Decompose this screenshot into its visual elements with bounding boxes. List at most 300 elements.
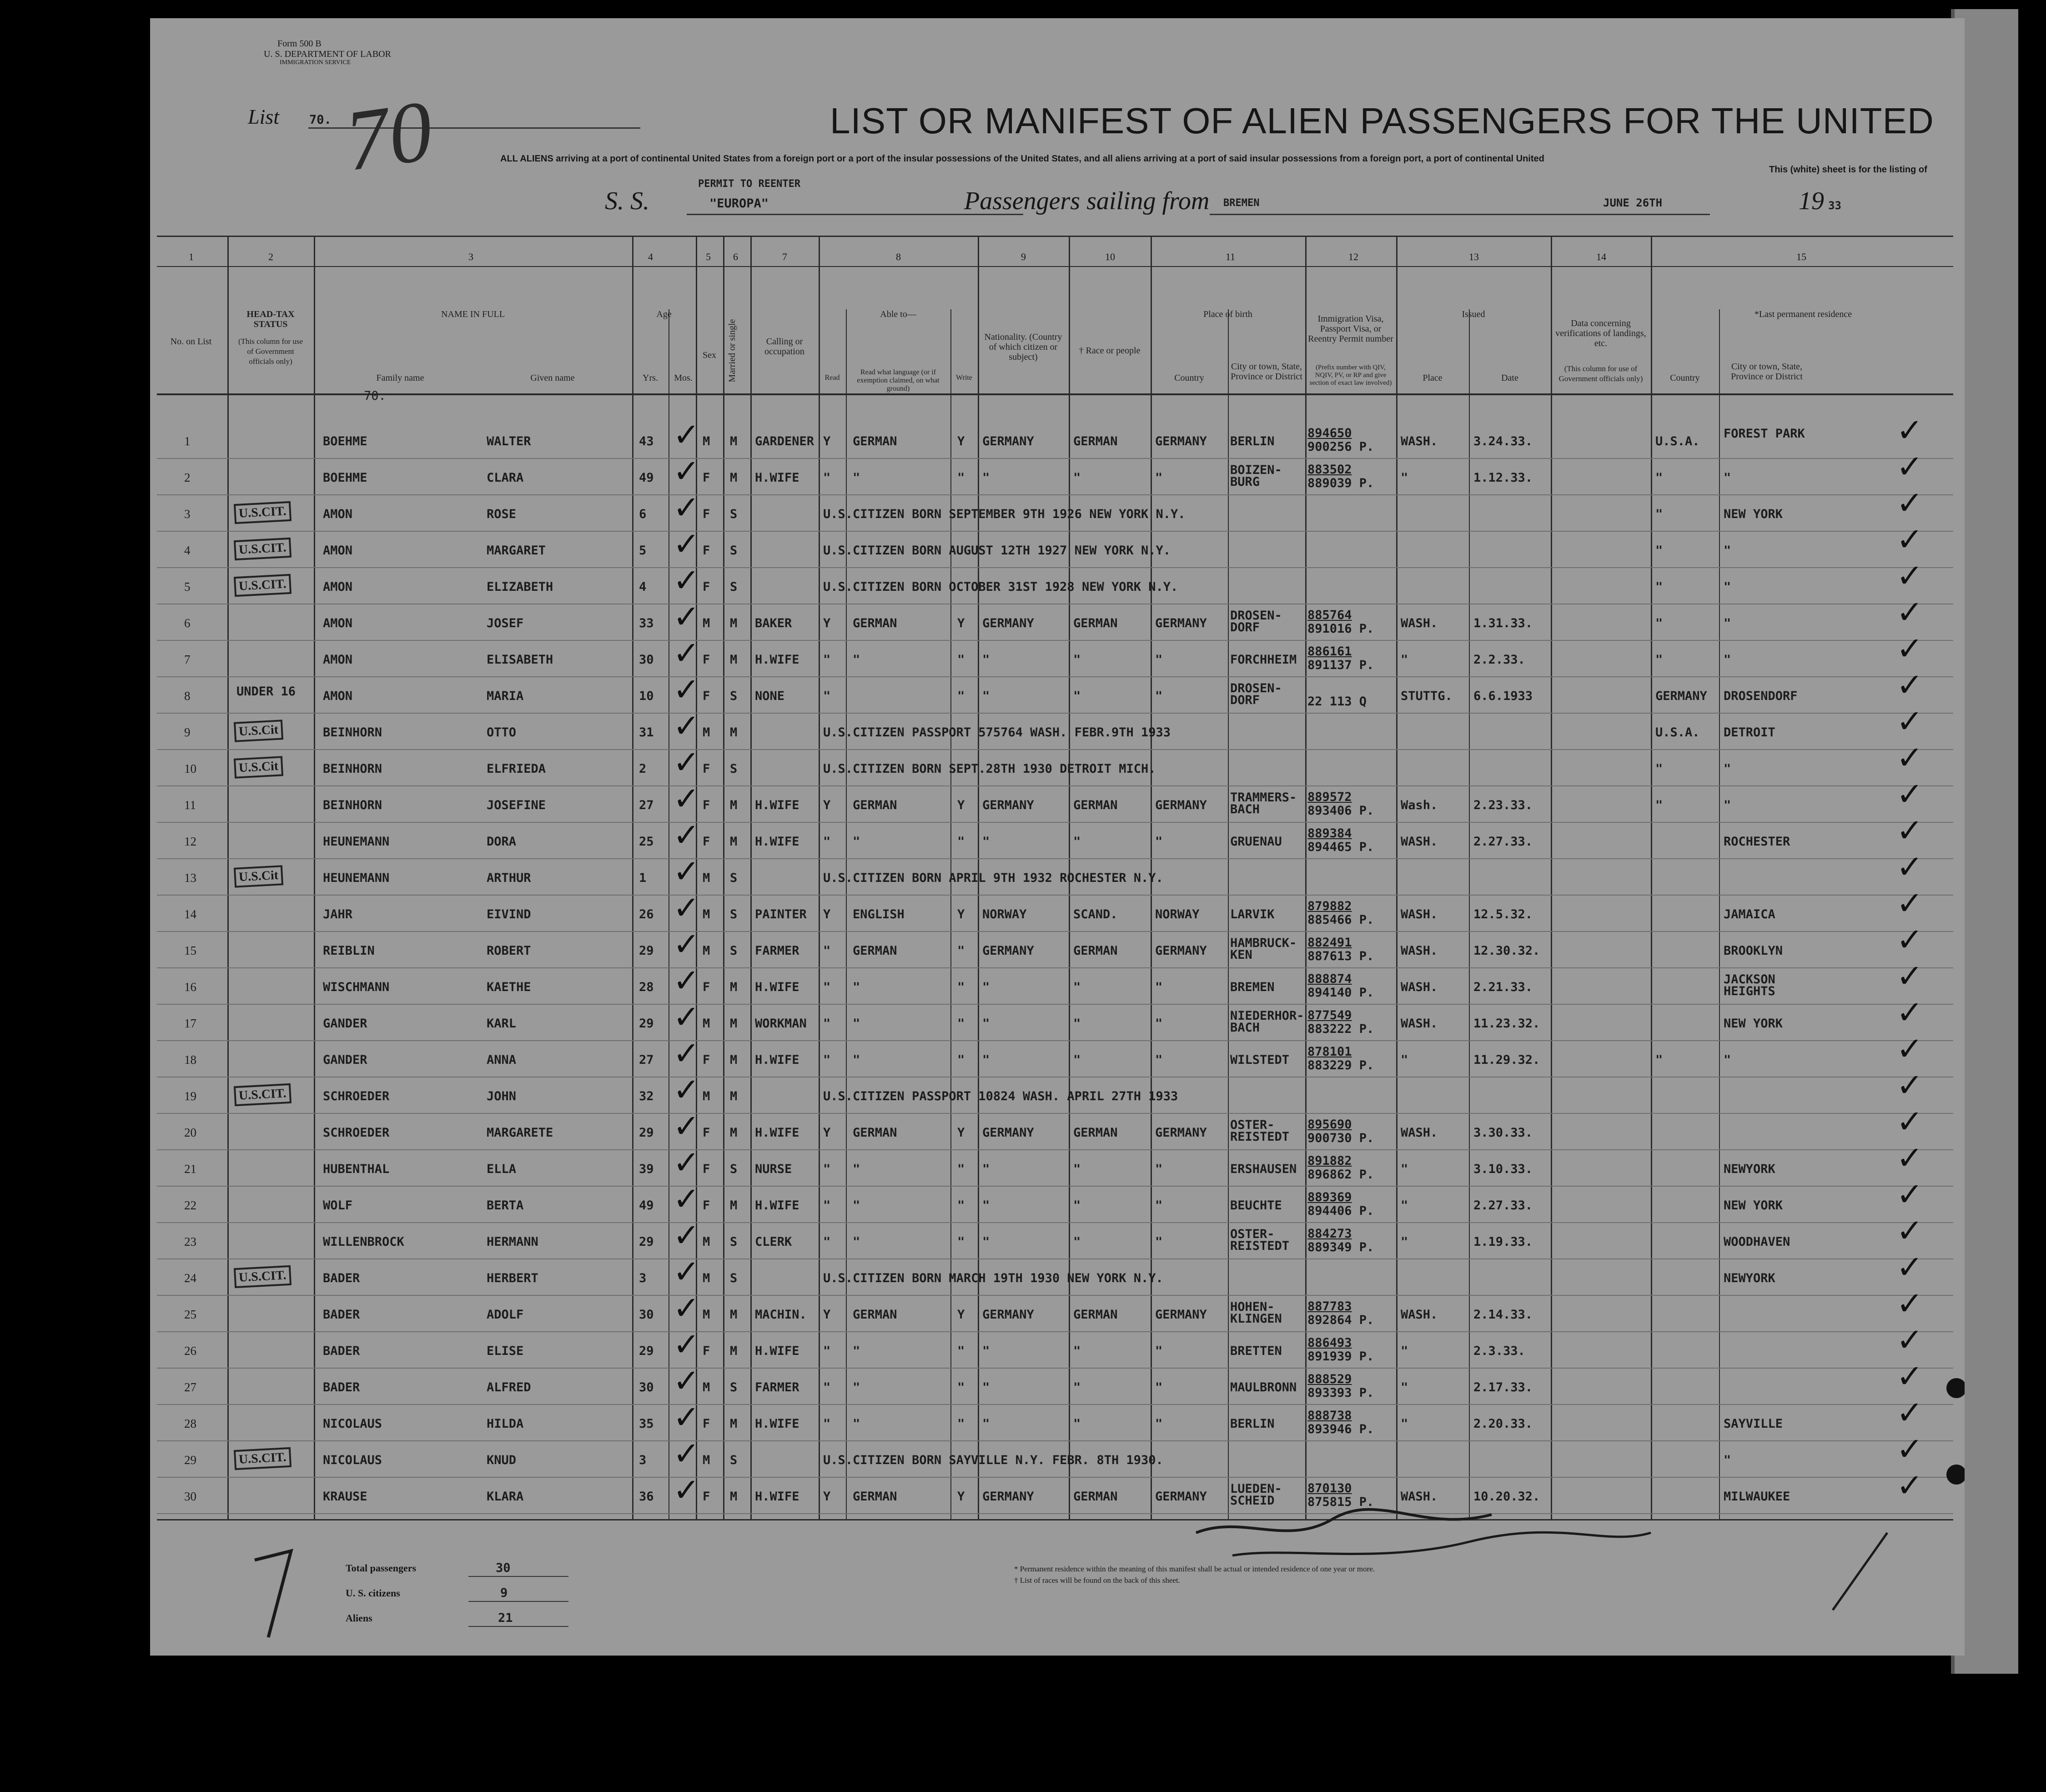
language: " <box>853 1162 860 1176</box>
occupation: H.WIFE <box>755 1490 799 1504</box>
given-name: HERMANN <box>487 1235 538 1249</box>
race: GERMAN <box>1073 1308 1118 1322</box>
residence-country: U.S.A. <box>1655 725 1700 740</box>
row-number: 6 <box>184 616 191 630</box>
residence-city: WOODHAVEN <box>1724 1235 1790 1249</box>
sex: F <box>703 1344 710 1358</box>
issued-place: WASH. <box>1401 907 1438 921</box>
birth-city: OSTER-REISTEDT <box>1230 1118 1290 1144</box>
can-read: " <box>823 689 831 703</box>
check-mark-icon: ✓ <box>1896 1176 1923 1213</box>
handwritten-list-number: 70 <box>339 82 438 190</box>
column-number: 3 <box>468 251 473 262</box>
occupation: FARMER <box>755 1380 799 1394</box>
age: 3 <box>639 1453 647 1467</box>
head-tax-stamp: U.S.CIT. <box>234 501 292 524</box>
check-mark-icon: ✓ <box>1896 630 1923 667</box>
occupation: WORKMAN <box>755 1017 807 1031</box>
check-mark-icon: ✓ <box>1896 957 1923 995</box>
permit-note: PERMIT TO REENTER <box>698 178 801 190</box>
ss-label: S. S. <box>605 187 649 215</box>
occupation: H.WIFE <box>755 835 799 849</box>
family-name: AMON <box>323 689 353 703</box>
issued-date: 2.3.33. <box>1473 1344 1525 1358</box>
marital-status: S <box>730 1235 738 1249</box>
issued-place: WASH. <box>1401 1308 1438 1322</box>
sex: F <box>703 1490 710 1504</box>
issued-date: 2.14.33. <box>1473 1308 1533 1322</box>
birth-city: WILSTEDT <box>1230 1053 1290 1067</box>
column-number: 6 <box>733 251 738 262</box>
header-issued-place: Place <box>1423 373 1443 383</box>
sex: F <box>703 980 710 994</box>
age: 35 <box>639 1417 654 1431</box>
occupation: H.WIFE <box>755 653 799 667</box>
year-suffix: 33 <box>1828 199 1841 212</box>
instructions-line-2: This (white) sheet is for the listing of <box>1769 165 1927 175</box>
given-name: JOSEFINE <box>487 798 546 812</box>
permit-number: 900730 P. <box>1307 1131 1374 1145</box>
can-write: Y <box>957 1490 965 1504</box>
row-number: 3 <box>184 507 191 521</box>
check-mark-icon: ✓ <box>673 1217 700 1254</box>
column-number: 8 <box>896 251 901 262</box>
check-mark-icon: ✓ <box>1896 448 1923 485</box>
birth-country: " <box>1155 653 1163 667</box>
sex: M <box>703 616 710 630</box>
nationality: GERMANY <box>982 616 1034 630</box>
can-read: " <box>823 1198 831 1213</box>
birth-country: GERMANY <box>1155 1308 1207 1322</box>
can-write: " <box>957 944 965 958</box>
marital-status: S <box>730 1271 738 1285</box>
race: GERMAN <box>1073 798 1118 812</box>
sex: M <box>703 434 710 448</box>
age: 32 <box>639 1089 654 1103</box>
issued-date: 12.5.32. <box>1473 907 1533 921</box>
race: GERMAN <box>1073 434 1118 448</box>
birth-city: DROSEN-DORF <box>1230 609 1282 634</box>
marital-status: M <box>730 471 738 485</box>
occupation: NURSE <box>755 1162 792 1176</box>
column-number: 15 <box>1796 251 1806 262</box>
age: 29 <box>639 1126 654 1140</box>
family-name: AMON <box>323 544 353 558</box>
birth-city: BOIZEN-BURG <box>1230 463 1282 489</box>
check-mark-icon: ✓ <box>673 1035 700 1072</box>
family-name: WOLF <box>323 1198 353 1213</box>
birth-city: DROSEN-DORF <box>1230 681 1282 707</box>
age: 28 <box>639 980 654 994</box>
visa-number: 891882 <box>1307 1154 1352 1168</box>
given-name: HERBERT <box>487 1271 538 1285</box>
language: " <box>853 1235 860 1249</box>
given-name: OTTO <box>487 725 517 740</box>
header-able-to: Able to— <box>880 309 916 319</box>
row-number: 17 <box>184 1017 196 1030</box>
list-label: List <box>248 105 280 128</box>
permit-number: 22 113 Q <box>1307 695 1367 709</box>
head-tax-stamp: U.S.CIT. <box>234 538 292 560</box>
row-number: 4 <box>184 544 191 557</box>
check-mark-icon: ✓ <box>1896 594 1923 631</box>
issued-date: 3.24.33. <box>1473 434 1533 448</box>
given-name: ARTHUR <box>487 871 531 885</box>
family-name: GANDER <box>323 1053 367 1067</box>
row-number: 16 <box>184 980 196 994</box>
row-number: 2 <box>184 471 191 484</box>
can-read: " <box>823 1235 831 1249</box>
visa-number: 882491 <box>1307 936 1352 950</box>
birth-city: BERLIN <box>1230 1417 1275 1431</box>
header-yrs: Yrs. <box>643 373 658 383</box>
check-mark-icon: ✓ <box>673 562 700 599</box>
check-mark-icon: ✓ <box>673 816 700 854</box>
row-number: 24 <box>184 1271 196 1285</box>
issued-date: 2.23.33. <box>1473 798 1533 812</box>
given-name: KARL <box>487 1017 517 1031</box>
check-mark-icon: ✓ <box>1896 1212 1923 1249</box>
given-name: EIVIND <box>487 907 531 921</box>
head-tax-stamp: U.S.Cit <box>234 865 283 888</box>
age: 26 <box>639 907 654 921</box>
row-number: 8 <box>184 689 191 703</box>
total-passengers: 30 <box>496 1561 511 1575</box>
language: " <box>853 653 860 667</box>
handwriting-overlay <box>150 18 1965 1656</box>
family-name: GANDER <box>323 1017 367 1031</box>
age: 1 <box>639 871 647 885</box>
age: 29 <box>639 1017 654 1031</box>
residence-country: " <box>1655 798 1663 812</box>
issued-date: 2.20.33. <box>1473 1417 1533 1431</box>
departure-date: JUNE 26TH <box>1603 196 1663 209</box>
visa-number: 877549 <box>1307 1008 1352 1022</box>
row-number: 28 <box>184 1417 196 1430</box>
family-name: WILLENBROCK <box>323 1235 404 1249</box>
row-number: 23 <box>184 1235 196 1248</box>
birth-city: BRETTEN <box>1230 1344 1282 1358</box>
issued-place: " <box>1401 1162 1408 1176</box>
row-number: 27 <box>184 1380 196 1394</box>
given-name: JOHN <box>487 1089 517 1103</box>
check-mark-icon: ✓ <box>673 489 700 526</box>
occupation: MACHIN. <box>755 1308 807 1322</box>
marital-status: S <box>730 689 738 703</box>
departure-port: BREMEN <box>1223 197 1260 209</box>
can-write: Y <box>957 616 965 630</box>
visa-number: 879882 <box>1307 899 1352 913</box>
form-number: Form 500 B <box>277 39 322 49</box>
can-read: " <box>823 980 831 994</box>
nationality: " <box>982 1380 990 1394</box>
language: GERMAN <box>853 434 897 448</box>
sex: F <box>703 544 710 558</box>
check-mark-icon: ✓ <box>1896 1067 1923 1104</box>
permit-number: 894406 P. <box>1307 1204 1374 1218</box>
age: 29 <box>639 1235 654 1249</box>
nationality: GERMANY <box>982 434 1034 448</box>
check-mark-icon: ✓ <box>673 416 700 453</box>
race: " <box>1073 689 1081 703</box>
can-write: " <box>957 653 965 667</box>
given-name: ALFRED <box>487 1380 531 1394</box>
marital-status: M <box>730 1198 738 1213</box>
race: " <box>1073 980 1081 994</box>
language: " <box>853 1417 860 1431</box>
can-write: " <box>957 689 965 703</box>
marital-status: M <box>730 1344 738 1358</box>
family-name: AMON <box>323 507 353 521</box>
age: 49 <box>639 471 654 485</box>
marital-status: S <box>730 762 738 776</box>
occupation: CLERK <box>755 1235 792 1249</box>
race: " <box>1073 1235 1081 1249</box>
age: 6 <box>639 507 647 521</box>
nationality: GERMANY <box>982 1490 1034 1504</box>
citizens-label: U. S. citizens <box>346 1587 400 1599</box>
race: " <box>1073 1053 1081 1067</box>
permit-number: 889349 P. <box>1307 1240 1374 1254</box>
row-number: 13 <box>184 871 196 885</box>
language: ENGLISH <box>853 907 905 921</box>
race: " <box>1073 1198 1081 1213</box>
family-name: NICOLAUS <box>323 1453 382 1467</box>
can-write: " <box>957 1017 965 1031</box>
residence-city: NEW YORK <box>1724 1198 1783 1213</box>
issued-place: WASH. <box>1401 434 1438 448</box>
column-number: 14 <box>1596 251 1606 262</box>
age: 3 <box>639 1271 647 1285</box>
check-mark-icon: ✓ <box>1896 484 1923 522</box>
residence-country: " <box>1655 544 1663 558</box>
citizen-note: U.S.CITIZEN BORN SEPTEMBER 9TH 1926 NEW YORK N.Y. <box>823 507 1186 521</box>
check-mark-icon: ✓ <box>673 1399 700 1436</box>
citizen-note: U.S.CITIZEN PASSPORT 10824 WASH. APRIL 27TH 1933 <box>823 1089 1178 1103</box>
column-number: 1 <box>189 251 194 262</box>
occupation: H.WIFE <box>755 1344 799 1358</box>
footnote-races: † List of races will be found on the back of this sheet. <box>1014 1576 1180 1585</box>
nationality: " <box>982 835 990 849</box>
row-number: 5 <box>184 580 191 594</box>
language: " <box>853 1344 860 1358</box>
race: " <box>1073 1417 1081 1431</box>
issued-date: 3.10.33. <box>1473 1162 1533 1176</box>
age: 31 <box>639 725 654 740</box>
family-name: HEUNEMANN <box>323 871 390 885</box>
given-name: ELLA <box>487 1162 517 1176</box>
birth-city: HAMBRUCK-KEN <box>1230 936 1297 962</box>
permit-number: 893946 P. <box>1307 1422 1374 1436</box>
row-number: 26 <box>184 1344 196 1358</box>
can-write: Y <box>957 1126 965 1140</box>
residence-country: " <box>1655 507 1663 521</box>
occupation: PAINTER <box>755 907 807 921</box>
sex: F <box>703 689 710 703</box>
column-number: 4 <box>648 251 653 262</box>
column-number: 12 <box>1348 251 1358 262</box>
manifest-sheet <box>150 18 1965 1656</box>
visa-number: 870130 <box>1307 1481 1352 1495</box>
nationality: GERMANY <box>982 798 1034 812</box>
list-number: 70. <box>309 113 332 127</box>
age: 36 <box>639 1490 654 1504</box>
nationality: " <box>982 980 990 994</box>
sex: M <box>703 871 710 885</box>
can-read: " <box>823 1417 831 1431</box>
residence-city: SAYVILLE <box>1724 1417 1783 1431</box>
permit-number: 896862 P. <box>1307 1168 1374 1182</box>
family-name: SCHROEDER <box>323 1089 390 1103</box>
head-tax-stamp: UNDER 16 <box>236 685 296 699</box>
can-write: " <box>957 471 965 485</box>
sex: F <box>703 1417 710 1431</box>
can-read: Y <box>823 907 831 921</box>
issued-date: 3.30.33. <box>1473 1126 1533 1140</box>
permit-number: 900256 P. <box>1307 440 1374 454</box>
can-write: " <box>957 980 965 994</box>
row-number: 14 <box>184 907 196 921</box>
given-name: ADOLF <box>487 1308 524 1322</box>
given-name: BERTA <box>487 1198 524 1213</box>
occupation: H.WIFE <box>755 1053 799 1067</box>
check-mark-icon: ✓ <box>1896 1467 1923 1504</box>
row-number: 15 <box>184 944 196 957</box>
issued-date: 2.21.33. <box>1473 980 1533 994</box>
visa-number: 886161 <box>1307 644 1352 659</box>
total-aliens: 21 <box>498 1611 513 1625</box>
row-number: 25 <box>184 1308 196 1321</box>
residence-city: NEW YORK <box>1724 507 1783 521</box>
can-write: Y <box>957 798 965 812</box>
permit-number: 875815 P. <box>1307 1495 1374 1509</box>
citizen-note: U.S.CITIZEN BORN OCTOBER 31ST 1928 NEW YORK N.Y. <box>823 580 1178 594</box>
age: 30 <box>639 1308 654 1322</box>
issued-place: WASH. <box>1401 1490 1438 1504</box>
birth-city: GRUENAU <box>1230 835 1282 849</box>
header-issued: Issued <box>1462 309 1485 319</box>
check-mark-icon: ✓ <box>673 1107 700 1145</box>
residence-country: U.S.A. <box>1655 434 1700 448</box>
issued-date: 6.6.1933 <box>1473 689 1533 703</box>
issued-place: " <box>1401 653 1408 667</box>
family-name: BEINHORN <box>323 762 382 776</box>
given-name: CLARA <box>487 471 524 485</box>
language: " <box>853 1380 860 1394</box>
birth-country: " <box>1155 1198 1163 1213</box>
check-mark-icon: ✓ <box>673 1471 700 1509</box>
sex: F <box>703 580 710 594</box>
row-number: 20 <box>184 1126 196 1139</box>
given-name: ELIZABETH <box>487 580 553 594</box>
language: " <box>853 471 860 485</box>
marital-status: S <box>730 544 738 558</box>
issued-place: " <box>1401 1198 1408 1213</box>
visa-number: 883502 <box>1307 463 1352 477</box>
manifest-title: LIST OR MANIFEST OF ALIEN PASSENGERS FOR THE UNITED <box>830 101 1934 141</box>
header-head-tax-note: (This column for use of Government officials only) <box>238 337 303 366</box>
head-tax-stamp: U.S.CIT. <box>234 1447 292 1470</box>
family-name: JAHR <box>323 907 353 921</box>
can-read: " <box>823 1053 831 1067</box>
check-mark-icon: ✓ <box>1896 557 1923 594</box>
header-name-in-full: NAME IN FULL <box>441 309 505 319</box>
marital-status: S <box>730 871 738 885</box>
sex: F <box>703 507 710 521</box>
language: GERMAN <box>853 944 897 958</box>
header-given-name: Given name <box>530 373 575 383</box>
permit-number: 883229 P. <box>1307 1058 1374 1072</box>
inspector-signature <box>1232 1532 1651 1555</box>
header-calling: Calling or occupation <box>764 337 804 357</box>
nationality: " <box>982 653 990 667</box>
family-name: BADER <box>323 1308 360 1322</box>
occupation: H.WIFE <box>755 1417 799 1431</box>
birth-country: GERMANY <box>1155 1126 1207 1140</box>
birth-country: GERMANY <box>1155 434 1207 448</box>
issued-place: Wash. <box>1401 798 1438 812</box>
birth-city: FORCHHEIM <box>1230 653 1297 667</box>
permit-number: 889039 P. <box>1307 476 1374 490</box>
permit-number: 891016 P. <box>1307 622 1374 636</box>
residence-city: JACKSON HEIGHTS <box>1724 972 1775 998</box>
language: GERMAN <box>853 1308 897 1322</box>
race: GERMAN <box>1073 616 1118 630</box>
birth-city: BEUCHTE <box>1230 1198 1282 1213</box>
can-read: " <box>823 944 831 958</box>
department-label: U. S. DEPARTMENT OF LABOR <box>264 49 391 59</box>
issued-place: WASH. <box>1401 980 1438 994</box>
column-number: 11 <box>1226 251 1236 262</box>
birth-city: LUEDEN-SCHEID <box>1230 1482 1282 1508</box>
permit-number: 894465 P. <box>1307 840 1374 854</box>
family-name: BEINHORN <box>323 798 382 812</box>
visa-number: 888874 <box>1307 972 1352 986</box>
sex: M <box>703 1271 710 1285</box>
sex: M <box>703 1308 710 1322</box>
permit-number: 893406 P. <box>1307 804 1374 818</box>
issued-date: 2.27.33. <box>1473 835 1533 849</box>
check-mark-icon: ✓ <box>673 962 700 999</box>
column-number: 13 <box>1469 251 1479 262</box>
occupation: FARMER <box>755 944 799 958</box>
header-nationality: Nationality. (Country of which citizen or subject) <box>984 332 1062 362</box>
language: GERMAN <box>853 798 897 812</box>
permit-number: 892864 P. <box>1307 1313 1374 1327</box>
birth-country: " <box>1155 835 1163 849</box>
check-mark-icon: ✓ <box>1896 1430 1923 1468</box>
occupation: H.WIFE <box>755 1126 799 1140</box>
visa-number: 885764 <box>1307 608 1352 622</box>
race: SCAND. <box>1073 907 1118 921</box>
can-read: Y <box>823 1308 831 1322</box>
language: GERMAN <box>853 1490 897 1504</box>
family-name: SCHROEDER <box>323 1126 390 1140</box>
family-name: AMON <box>323 653 353 667</box>
issued-date: 1.31.33. <box>1473 616 1533 630</box>
family-name: AMON <box>323 616 353 630</box>
check-mark-icon: ✓ <box>1896 1139 1923 1177</box>
marital-status: S <box>730 907 738 921</box>
family-name: BEINHORN <box>323 725 382 740</box>
year-prefix: 19 <box>1799 187 1824 215</box>
marital-status: S <box>730 944 738 958</box>
header-read: Read <box>824 374 840 382</box>
marital-status: S <box>730 580 738 594</box>
header-head-tax: HEAD-TAX STATUS <box>246 309 295 329</box>
issued-date: 12.30.32. <box>1473 944 1540 958</box>
age: 30 <box>639 653 654 667</box>
